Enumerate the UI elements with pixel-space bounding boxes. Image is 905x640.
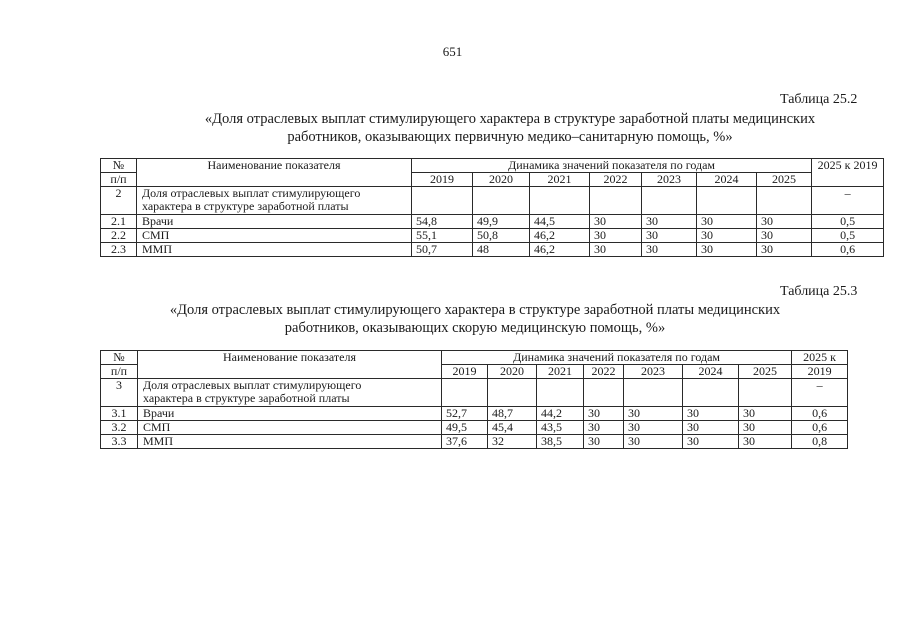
empty-cell: [473, 187, 530, 215]
empty-cell: [697, 187, 757, 215]
row-ratio: 0,6: [792, 407, 848, 421]
row-value: 32: [488, 435, 537, 449]
caption-line-2: работников, оказывающих скорую медицинскую помощь, %»: [284, 320, 666, 336]
row-value: 30: [584, 435, 624, 449]
row-value: 49,5: [442, 421, 488, 435]
row-value: 30: [683, 435, 739, 449]
row-value: 30: [739, 435, 792, 449]
empty-cell: [488, 379, 537, 407]
header-dynamics: Динамика значений показателя по годам: [412, 159, 812, 173]
empty-cell: [442, 379, 488, 407]
row-value: 30: [590, 229, 642, 243]
header-num: №: [101, 159, 137, 173]
empty-cell: [537, 379, 584, 407]
row-value: 30: [697, 229, 757, 243]
empty-cell: [624, 379, 683, 407]
empty-cell: [530, 187, 590, 215]
caption-line-1: «Доля отраслевых выплат стимулирующего характера в структуре заработной платы медицинских: [204, 111, 816, 127]
caption-line-2: работников, оказывающих первичную медико–санитарную помощь, %»: [287, 129, 733, 145]
empty-cell: [757, 187, 812, 215]
row-value: 30: [697, 215, 757, 229]
header-year: 2019: [442, 365, 488, 379]
row-name-line-2: характера в структуре заработной платы: [142, 199, 349, 213]
header-num-2: п/п: [101, 173, 137, 187]
empty-cell: [642, 187, 697, 215]
row-name: ММП: [138, 435, 442, 449]
row-num: 3.3: [101, 435, 138, 449]
row-name-line-1: Доля отраслевых выплат стимулирующего: [142, 186, 361, 200]
row-ratio: 0,5: [812, 215, 884, 229]
row-value: 44,2: [537, 407, 584, 421]
table-row: [101, 215, 884, 229]
header-num-2: п/п: [101, 365, 138, 379]
row-value: 55,1: [412, 229, 473, 243]
row-value: 30: [624, 421, 683, 435]
row-value: 30: [697, 243, 757, 257]
row-value: 30: [683, 421, 739, 435]
table-caption-25-2: [150, 110, 870, 146]
header-year: 2021: [537, 365, 584, 379]
row-value: 30: [624, 407, 683, 421]
row-value: 52,7: [442, 407, 488, 421]
row-value: 30: [757, 243, 812, 257]
row-num: 3.2: [101, 421, 138, 435]
header-year: 2020: [488, 365, 537, 379]
empty-cell: [412, 187, 473, 215]
row-value: 54,8: [412, 215, 473, 229]
header-ratio-2: 2019: [792, 365, 848, 379]
empty-cell: [739, 379, 792, 407]
row-value: 38,5: [537, 435, 584, 449]
row-value: 45,4: [488, 421, 537, 435]
row-value: 43,5: [537, 421, 584, 435]
row-name-line-1: Доля отраслевых выплат стимулирующего: [143, 378, 362, 392]
table-25-2: [100, 158, 884, 257]
row-name: ММП: [137, 243, 412, 257]
header-year: 2020: [473, 173, 530, 187]
row-ratio: –: [812, 187, 884, 215]
row-ratio: 0,5: [812, 229, 884, 243]
table-25-3: [100, 350, 848, 449]
row-value: 30: [757, 229, 812, 243]
row-num: 2.1: [101, 215, 137, 229]
row-value: 30: [584, 407, 624, 421]
header-year: 2025: [739, 365, 792, 379]
table-label-25-2: Таблица 25.2: [780, 92, 858, 107]
row-value: 30: [739, 407, 792, 421]
empty-cell: [584, 379, 624, 407]
row-value: 37,6: [442, 435, 488, 449]
table-row: [101, 229, 884, 243]
table-caption-25-3: [115, 301, 835, 337]
row-value: 48: [473, 243, 530, 257]
row-num: 3.1: [101, 407, 138, 421]
row-value: 50,8: [473, 229, 530, 243]
header-year: 2023: [642, 173, 697, 187]
row-value: 30: [739, 421, 792, 435]
row-num: 2.3: [101, 243, 137, 257]
caption-line-1: «Доля отраслевых выплат стимулирующего характера в структуре заработной платы медицинских: [169, 302, 781, 318]
table-row: [101, 243, 884, 257]
header-year: 2024: [697, 173, 757, 187]
row-name: СМП: [138, 421, 442, 435]
row-name: [138, 379, 442, 407]
row-value: 30: [683, 407, 739, 421]
header-num: №: [101, 351, 138, 365]
empty-cell: [590, 187, 642, 215]
row-name-line-2: характера в структуре заработной платы: [143, 391, 350, 405]
header-dynamics: Динамика значений показателя по годам: [442, 351, 792, 365]
row-value: 30: [757, 215, 812, 229]
empty-cell: [683, 379, 739, 407]
row-num: 3: [101, 379, 138, 407]
header-ratio-1: 2025 к: [792, 351, 848, 365]
row-value: 30: [642, 215, 697, 229]
header-year: 2025: [757, 173, 812, 187]
row-value: 30: [642, 243, 697, 257]
row-name: [137, 187, 412, 215]
row-value: 49,9: [473, 215, 530, 229]
row-value: 44,5: [530, 215, 590, 229]
row-num: 2.2: [101, 229, 137, 243]
row-value: 46,2: [530, 243, 590, 257]
page-number: 651: [442, 44, 463, 59]
row-num: 2: [101, 187, 137, 215]
row-value: 50,7: [412, 243, 473, 257]
header-year: 2019: [412, 173, 473, 187]
table-row: [101, 379, 848, 407]
row-name: СМП: [137, 229, 412, 243]
header-year: 2023: [624, 365, 683, 379]
row-name: Врачи: [137, 215, 412, 229]
row-ratio: 0,8: [792, 435, 848, 449]
header-year: 2024: [683, 365, 739, 379]
row-value: 30: [590, 243, 642, 257]
table-row: [101, 187, 884, 215]
row-value: 30: [642, 229, 697, 243]
row-name: Врачи: [138, 407, 442, 421]
row-ratio: –: [792, 379, 848, 407]
table-row: [101, 435, 848, 449]
row-ratio: 0,6: [812, 243, 884, 257]
table-label-25-3: Таблица 25.3: [780, 284, 858, 299]
row-value: 48,7: [488, 407, 537, 421]
row-value: 46,2: [530, 229, 590, 243]
row-value: 30: [590, 215, 642, 229]
header-year: 2022: [590, 173, 642, 187]
row-value: 30: [624, 435, 683, 449]
table-row: [101, 421, 848, 435]
header-year: 2021: [530, 173, 590, 187]
header-name: Наименование показателя: [138, 351, 442, 379]
header-name: Наименование показателя: [137, 159, 412, 187]
table-row: [101, 407, 848, 421]
row-ratio: 0,6: [792, 421, 848, 435]
header-ratio: 2025 к 2019: [812, 159, 884, 187]
header-year: 2022: [584, 365, 624, 379]
row-value: 30: [584, 421, 624, 435]
